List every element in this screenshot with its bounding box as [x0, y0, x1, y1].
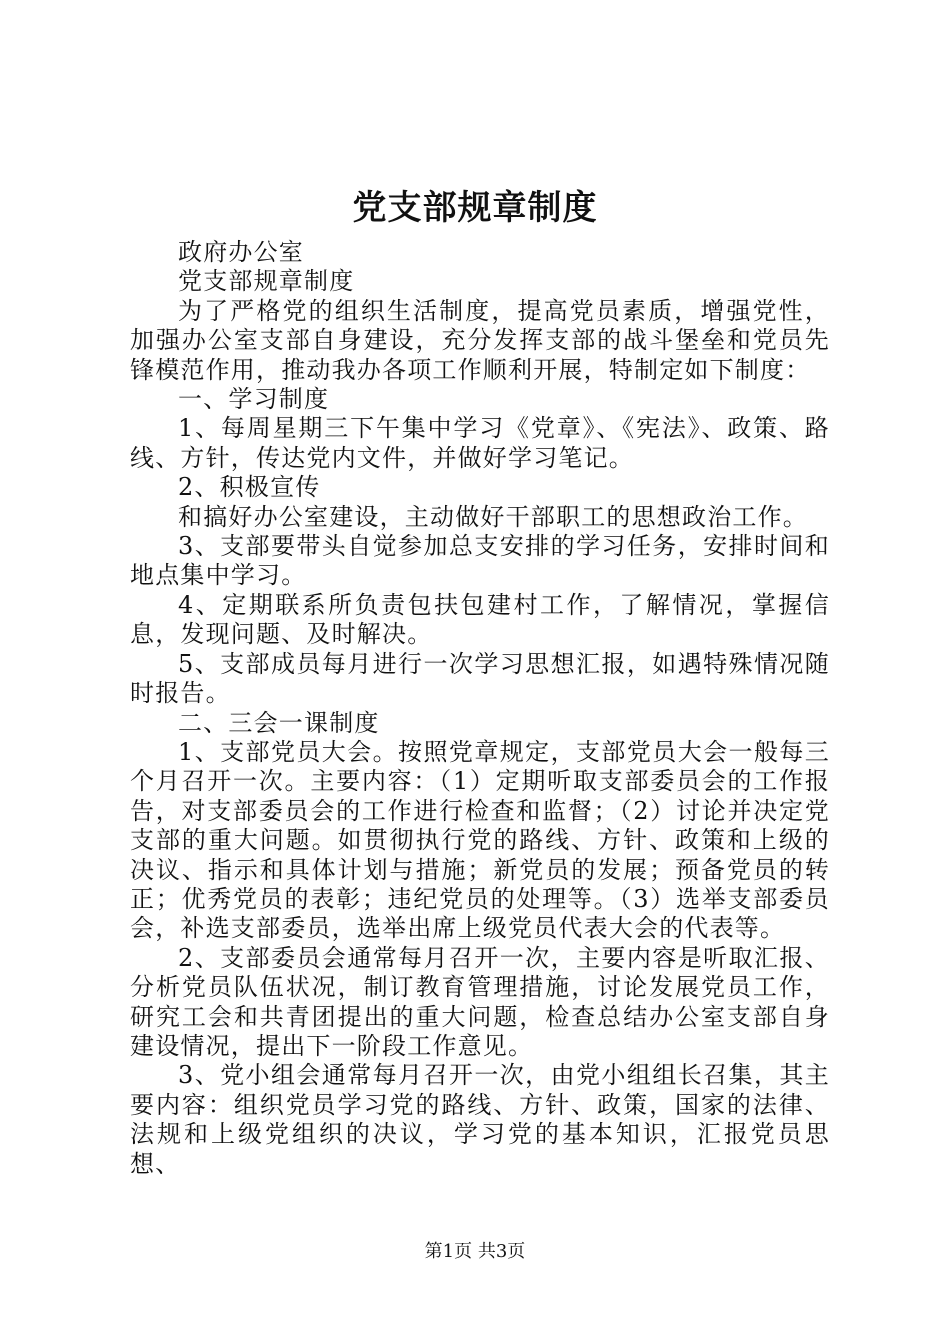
paragraph-office: 政府办公室: [178, 238, 304, 266]
paragraph-subtitle: 党支部规章制度: [178, 267, 355, 296]
paragraph-item-4: 4、定期联系所负责包扶包建村工作，了解情况，掌握信息，发现问题、及时解决。: [130, 590, 830, 649]
paragraph-intro: 为了严格党的组织生活制度，提高党员素质，增强党性，加强办公室支部自身建设，充分发挥支部的战斗堡垒和党员先锋模范作用，推动我办各项工作顺利开展，特制定如下制度：: [130, 296, 830, 384]
page-footer: 第1页 共3页: [424, 1241, 526, 1262]
paragraph-item-2-cont: 和搞好办公室建设，主动做好干部职工的思想政治工作。: [178, 502, 808, 531]
document-body: [130, 238, 830, 1179]
paragraph-meeting-2: 2、支部委员会通常每月召开一次，主要内容是听取汇报、分析党员队伍状况，制订教育管理措施，讨论发展党员工作，研究工会和共青团提出的重大问题，检查总结办公室支部自身建设情况，提出下一阶段工作意见。: [130, 943, 830, 1060]
section-heading-study: 一、学习制度: [178, 385, 330, 414]
paragraph-meeting-1: 1、支部党员大会。按照党章规定，支部党员大会一般每三个月召开一次。主要内容：（1）定期听取支部委员会的工作报告，对支部委员会的工作进行检查和监督；（2）讨论并决定党支部的重大问题。如贯彻执行党的路线、方针、政策和上级的决议、指示和具体计划与措施；新党员的发展；预备党员的转正；优秀党员的表彰；违纪党员的处理等。（3）选举支部委员会，补选支部委员，选举出席上级党员代表大会的代表等。: [130, 737, 830, 943]
paragraph-item-5: 5、支部成员每月进行一次学习思想汇报，如遇特殊情况随时报告。: [130, 649, 830, 708]
paragraph-item-3: 3、支部要带头自觉参加总支安排的学习任务，安排时间和地点集中学习。: [130, 532, 830, 590]
paragraph-item-2: 2、积极宣传: [178, 473, 321, 502]
document-title: 党支部规章制度: [352, 188, 598, 228]
paragraph-meeting-3: 3、党小组会通常每月召开一次，由党小组组长召集，其主要内容：组织党员学习党的路线、方针、政策，国家的法律、法规和上级党组织的决议，学习党的基本知识，汇报党员思想、: [130, 1061, 830, 1178]
section-heading-meetings: 二、三会一课制度: [178, 708, 380, 737]
paragraph-item-1: 1、每周星期三下午集中学习《党章》、《宪法》、政策、路线、方针，传达党内文件，并做好学习笔记。: [130, 414, 830, 472]
